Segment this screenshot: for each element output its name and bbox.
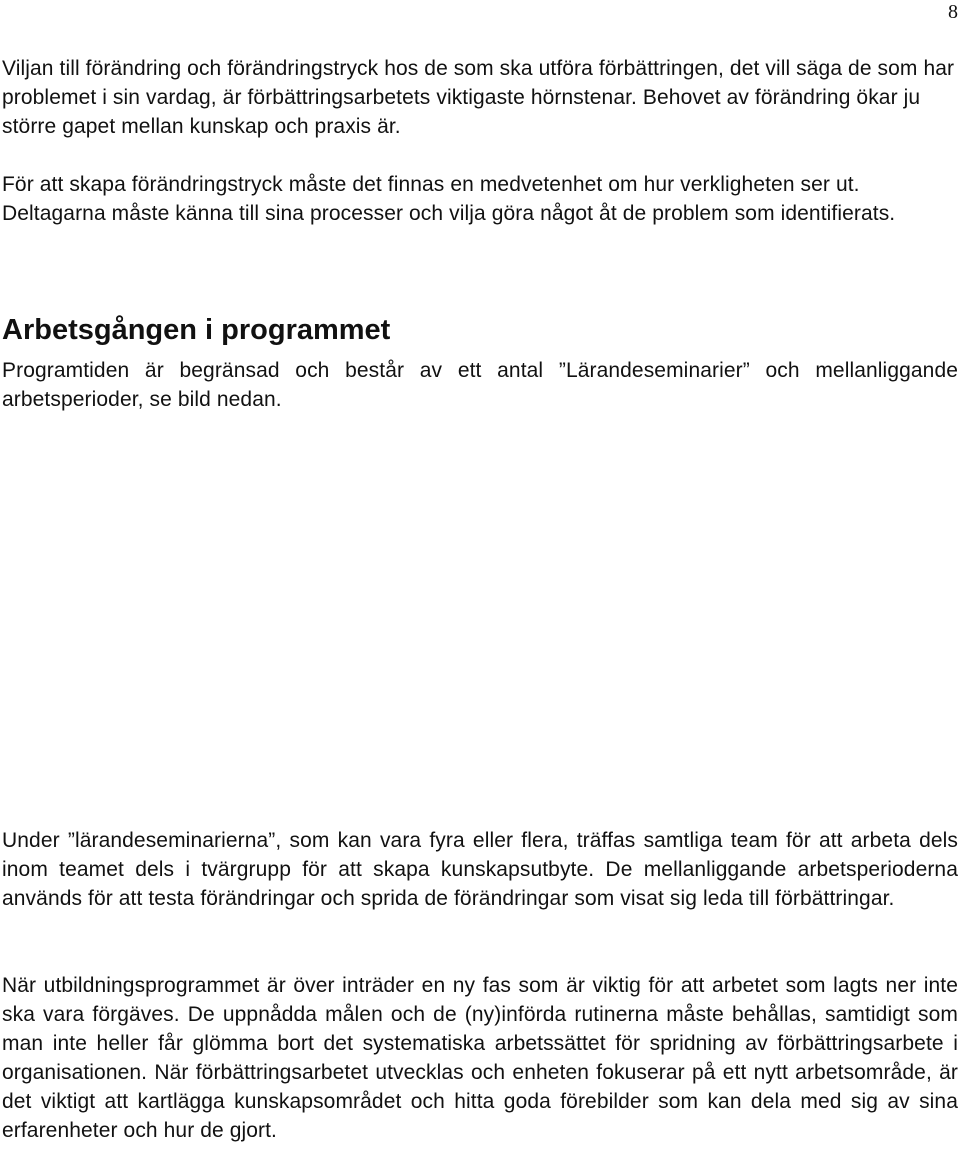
page-number: 8 [948,1,958,23]
paragraph-change-pressure: För att skapa förändringstryck måste det finnas en medvetenhet om hur verkligheten ser ut. Deltagarna måste känna till sina processer och vilja göra något åt de problem som identifierats. [2,173,896,225]
paragraph-after-program: När utbildningsprogrammet är över inträder en ny fas som är viktig för att arbetet som lagts ner inte ska vara förgäves. De uppnådda målen och de (ny)införda rutinerna måste behållas, samtidigt som man inte heller får glömma bort det systematiska arbetssättet för spridning av förbättringsarbete i organisationen. När förbättringsarbetet utvecklas och enheten fokuserar på ett nytt arbetsområde, är det viktigt att kartlägga kunskapsområdet och hitta goda förebilder som kan dela med sig av sina erfarenheter och hur de gjort. [2,974,958,1142]
paragraph-learning-seminars: Under ”lärandeseminarierna”, som kan vara fyra eller flera, träffas samtliga team för att arbeta dels inom teamet dels i tvärgrupp för att skapa kunskapsutbyte. De mellanliggande arbetsperioderna används för att testa förändringar och sprida de förändringar som visat sig leda till förbättringar. [2,829,958,910]
paragraph-change-will: Viljan till förändring och förändringstryck hos de som ska utföra förbättringen, det vill säga de som har problemet i sin vardag, är förbättringsarbetets viktigaste hörnstenar. Behovet av förändring ökar ju större gapet mellan kunskap och praxis är. [2,57,955,138]
paragraph-program-intro: Programtiden är begränsad och består av ett antal ”Lärandeseminarier” och mellanliggande arbetsperioder, se bild nedan. [2,359,958,411]
figure-placeholder [0,420,960,820]
section-heading: Arbetsgången i programmet [2,314,391,346]
